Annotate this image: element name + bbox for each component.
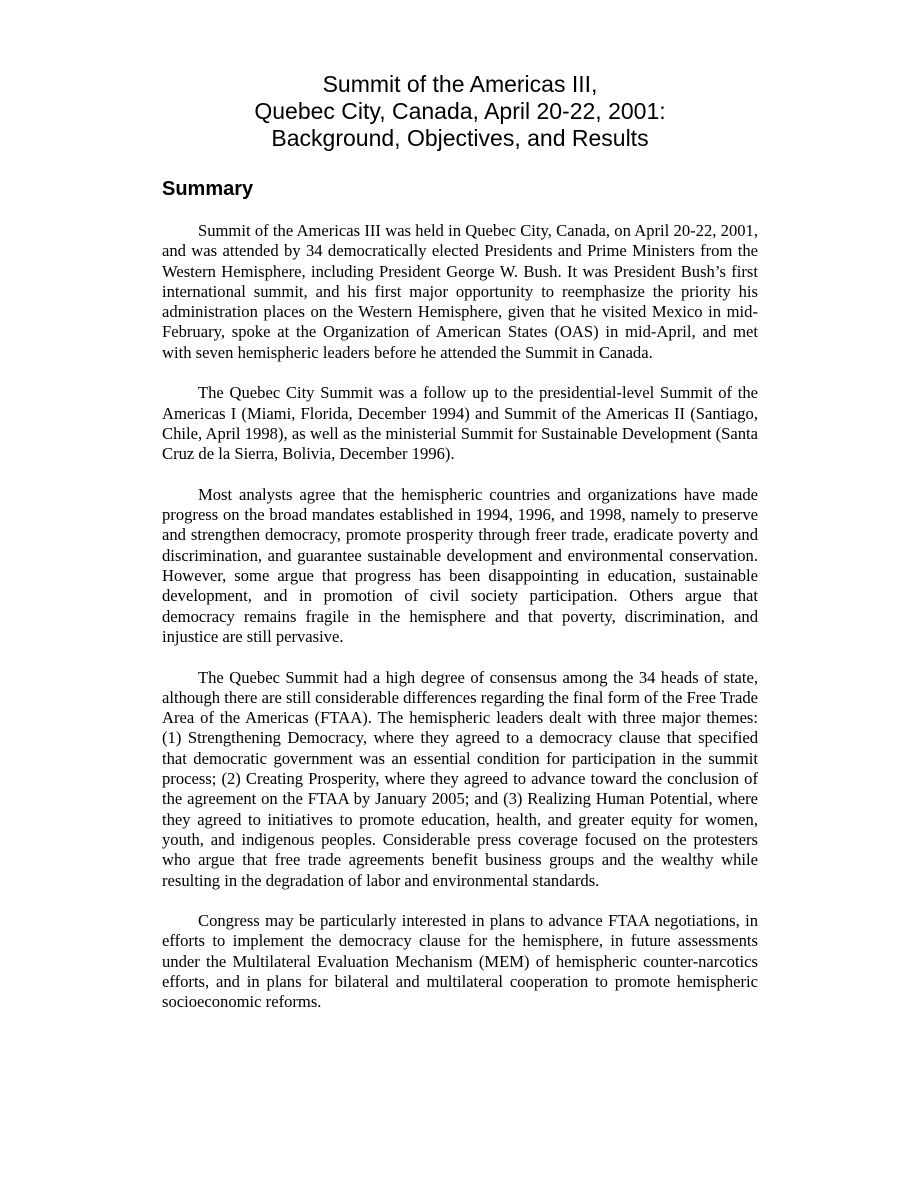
section-heading-summary: Summary (162, 178, 254, 200)
summary-paragraph-5: Congress may be particularly interested in plans to advance FTAA negotiations, in efforts to implement the democracy clause for the hemisphere, in future assessments under the Multilateral Evaluation Mechanism (MEM) of hemispheric counter-narcotics efforts, and in plans for bilateral and multilateral cooperation to promote hemispheric socioeconomic reforms. (162, 911, 758, 1012)
document-title (162, 71, 758, 152)
summary-body (162, 221, 758, 1013)
title-line-3: Background, Objectives, and Results (271, 125, 649, 152)
summary-paragraph-4: The Quebec Summit had a high degree of consensus among the 34 heads of state, although there are still considerable differences regarding the final form of the Free Trade Area of the Americas (FTAA). The hemispheric leaders dealt with three major themes: (1) Strengthening Democracy, where they agreed to a democracy clause that specified that democratic government was an essential condition for participation in the summit process; (2) Creating Prosperity, where they agreed to advance toward the conclusion of the agreement on the FTAA by January 2005; and (3) Realizing Human Potential, where they agreed to initiatives to promote education, health, and greater equity for women, youth, and indigenous peoples. Considerable press coverage focused on the protesters who argue that free trade agreements benefit business groups and the wealthy while resulting in the degradation of labor and environmental standards. (162, 667, 758, 890)
summary-paragraph-3: Most analysts agree that the hemispheric countries and organizations have made progress on the broad mandates established in 1994, 1996, and 1998, namely to preserve and strengthen democracy, promote prosperity through freer trade, eradicate poverty and discrimination, and guarantee sustainable development and environmental conservation. However, some argue that progress has been disappointing in education, sustainable development, and in promotion of civil society participation. Others argue that democracy remains fragile in the hemisphere and that poverty, discrimination, and injustice are still pervasive. (162, 484, 758, 646)
title-line-2: Quebec City, Canada, April 20-22, 2001: (254, 98, 666, 125)
title-line-1: Summit of the Americas III, (322, 71, 598, 98)
summary-paragraph-2: The Quebec City Summit was a follow up to the presidential-level Summit of the Americas I (Miami, Florida, December 1994) and Summit of the Americas II (Santiago, Chile, April 1998), as well as the ministerial Summit for Sustainable Development (Santa Cruz de la Sierra, Bolivia, December 1996). (162, 383, 758, 464)
summary-paragraph-1: Summit of the Americas III was held in Quebec City, Canada, on April 20-22, 2001, and was attended by 34 democratically elected Presidents and Prime Ministers from the Western Hemisphere, including President George W. Bush. It was President Bush’s first international summit, and his first major opportunity to reemphasize the priority his administration places on the Western Hemisphere, given that he visited Mexico in mid-February, spoke at the Organization of American States (OAS) in mid-April, and met with seven hemispheric leaders before he attended the Summit in Canada. (162, 221, 758, 362)
